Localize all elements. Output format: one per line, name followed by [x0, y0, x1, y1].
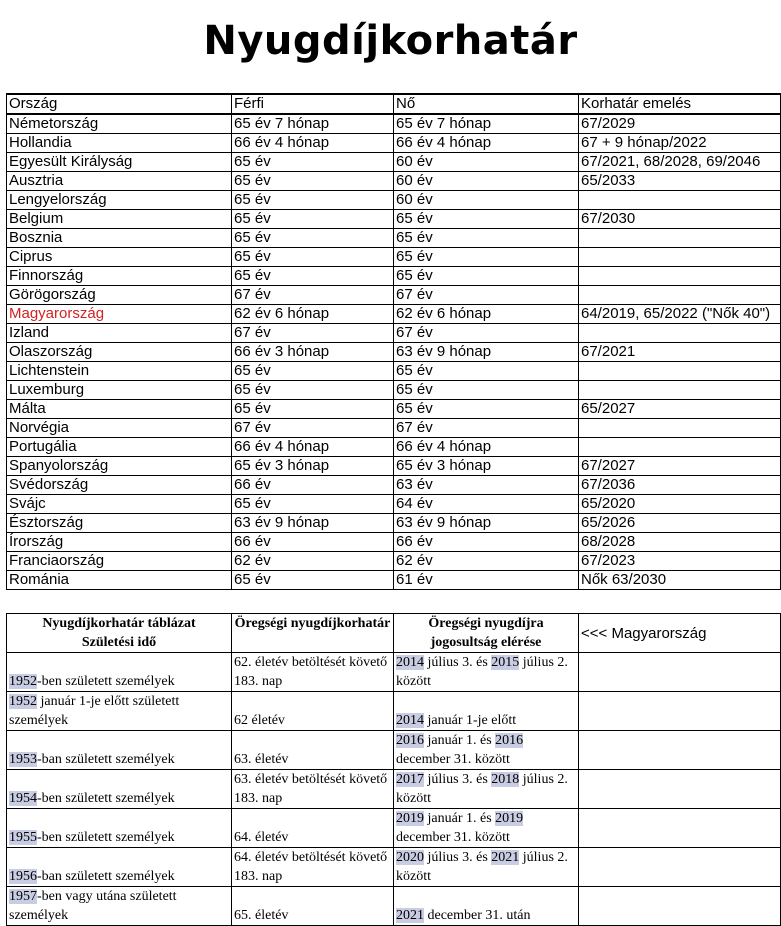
female-age-cell: 63 év 9 hónap [394, 514, 579, 533]
eligibility-text: július 3. és [424, 850, 492, 865]
male-age-cell: 65 év [232, 571, 394, 590]
female-age-cell: 65 év [394, 210, 579, 229]
country-cell: Svájc [7, 495, 232, 514]
table-row [7, 267, 781, 286]
table-row [7, 552, 781, 571]
female-age-cell: 65 év [394, 267, 579, 286]
pension-age-cell: 64. életév [232, 809, 394, 848]
age-raise-cell [579, 324, 781, 343]
country-cell: Luxemburg [7, 381, 232, 400]
table-row [7, 362, 781, 381]
empty-cell [579, 770, 781, 809]
country-cell: Görögország [7, 286, 232, 305]
age-raise-cell: 67/2021, 68/2028, 69/2046 [579, 153, 781, 172]
eligibility-text-end: július 2. között [396, 655, 568, 689]
eligibility-cell [394, 653, 579, 692]
male-age-cell: 66 év 3 hónap [232, 343, 394, 362]
eligibility-text: január 1. és [424, 811, 496, 826]
table-row [7, 381, 781, 400]
country-cell: Ausztria [7, 172, 232, 191]
country-cell: Románia [7, 571, 232, 590]
eligibility-text: július 3. és [424, 655, 492, 670]
country-cell: Norvégia [7, 419, 232, 438]
country-cell: Lengyelország [7, 191, 232, 210]
pension-age-cell: 63. életév [232, 731, 394, 770]
female-age-cell: 60 év [394, 172, 579, 191]
table-row [7, 533, 781, 552]
hungary-table [6, 613, 781, 926]
birth-text: -ben vagy utána született személyek [9, 889, 177, 923]
birth-year: 1952 [9, 694, 37, 709]
column-header: Korhatár emelés [579, 94, 781, 114]
column-header: Férfi [232, 94, 394, 114]
table-row [7, 419, 781, 438]
eligibility-cell [394, 809, 579, 848]
eligibility-year-start: 2020 [396, 850, 424, 865]
male-age-cell: 67 év [232, 419, 394, 438]
table-row [7, 248, 781, 267]
age-raise-cell: 65/2020 [579, 495, 781, 514]
male-age-cell: 66 év [232, 476, 394, 495]
pension-age-cell: 65. életév [232, 887, 394, 926]
country-cell: Bosznia [7, 229, 232, 248]
table-row [7, 438, 781, 457]
table-row [7, 191, 781, 210]
table-row [7, 172, 781, 191]
table-row [7, 210, 781, 229]
country-cell: Málta [7, 400, 232, 419]
table-row [7, 229, 781, 248]
age-raise-cell: 65/2026 [579, 514, 781, 533]
eligibility-year-start: 2014 [396, 713, 424, 728]
countries-table [6, 93, 781, 590]
table-row [7, 514, 781, 533]
female-age-cell: 65 év 3 hónap [394, 457, 579, 476]
age-raise-cell: 67/2021 [579, 343, 781, 362]
male-age-cell: 63 év 9 hónap [232, 514, 394, 533]
male-age-cell: 65 év [232, 495, 394, 514]
male-age-cell: 65 év 7 hónap [232, 114, 394, 134]
table-row [7, 770, 781, 809]
male-age-cell: 65 év [232, 191, 394, 210]
eligibility-year-end: 2015 [491, 655, 520, 670]
female-age-cell: 66 év 4 hónap [394, 438, 579, 457]
country-cell: Izland [7, 324, 232, 343]
country-cell: Lichtenstein [7, 362, 232, 381]
eligibility-text: július 3. és [424, 772, 492, 787]
table-row [7, 495, 781, 514]
country-cell: Magyarország [7, 305, 232, 324]
country-cell: Észtország [7, 514, 232, 533]
eligibility-text: december 31. után [424, 908, 531, 923]
age-raise-cell: 65/2033 [579, 172, 781, 191]
header-hungary-note: <<< Magyarország [579, 614, 781, 653]
birth-cell [7, 770, 232, 809]
country-cell: Németország [7, 114, 232, 134]
birth-year: 1955 [9, 830, 37, 845]
female-age-cell: 61 év [394, 571, 579, 590]
table-row [7, 731, 781, 770]
male-age-cell: 62 év 6 hónap [232, 305, 394, 324]
table-row [7, 809, 781, 848]
eligibility-year-end: 2019 [495, 811, 524, 826]
table-row [7, 476, 781, 495]
eligibility-year-end: 2018 [491, 772, 520, 787]
eligibility-text-end: december 31. között [396, 830, 510, 845]
table-row [7, 114, 781, 134]
female-age-cell: 64 év [394, 495, 579, 514]
eligibility-year-end: 2021 [491, 850, 520, 865]
age-raise-cell [579, 267, 781, 286]
birth-cell [7, 848, 232, 887]
age-raise-cell: 67/2023 [579, 552, 781, 571]
country-cell: Portugália [7, 438, 232, 457]
male-age-cell: 65 év [232, 400, 394, 419]
birth-cell [7, 692, 232, 731]
table-row [7, 571, 781, 590]
birth-cell [7, 809, 232, 848]
eligibility-year-end: 2016 [495, 733, 524, 748]
female-age-cell: 66 év [394, 533, 579, 552]
age-raise-cell [579, 419, 781, 438]
eligibility-text-end: július 2. között [396, 850, 568, 884]
birth-cell [7, 653, 232, 692]
male-age-cell: 65 év [232, 210, 394, 229]
birth-cell [7, 731, 232, 770]
age-raise-cell [579, 286, 781, 305]
eligibility-cell [394, 731, 579, 770]
birth-text: -ban született személyek [37, 752, 175, 767]
male-age-cell: 65 év [232, 229, 394, 248]
age-raise-cell [579, 438, 781, 457]
header-birth [7, 614, 232, 653]
female-age-cell: 65 év [394, 248, 579, 267]
table-row [7, 153, 781, 172]
age-raise-cell: 68/2028 [579, 533, 781, 552]
female-age-cell: 63 év [394, 476, 579, 495]
male-age-cell: 65 év [232, 153, 394, 172]
birth-year: 1957 [9, 889, 37, 904]
table-row [7, 134, 781, 153]
pension-age-cell: 62 életév [232, 692, 394, 731]
header-age: Öregségi nyugdíjkorhatár [232, 614, 394, 653]
male-age-cell: 65 év [232, 267, 394, 286]
country-cell: Ciprus [7, 248, 232, 267]
country-cell: Svédország [7, 476, 232, 495]
female-age-cell: 65 év [394, 400, 579, 419]
table-row [7, 653, 781, 692]
eligibility-year-start: 2016 [396, 733, 424, 748]
age-raise-cell: 65/2027 [579, 400, 781, 419]
eligibility-cell [394, 770, 579, 809]
empty-cell [579, 731, 781, 770]
male-age-cell: 67 év [232, 286, 394, 305]
age-raise-cell [579, 248, 781, 267]
pension-age-cell: 63. életév betöltését követő 183. nap [232, 770, 394, 809]
male-age-cell: 66 év 4 hónap [232, 438, 394, 457]
column-header: Nő [394, 94, 579, 114]
pension-age-cell: 62. életév betöltését követő 183. nap [232, 653, 394, 692]
male-age-cell: 66 év [232, 533, 394, 552]
country-cell: Írország [7, 533, 232, 552]
eligibility-text-end: december 31. között [396, 752, 510, 767]
eligibility-year-start: 2019 [396, 811, 424, 826]
country-cell: Hollandia [7, 134, 232, 153]
age-raise-cell: 67/2036 [579, 476, 781, 495]
birth-year: 1953 [9, 752, 37, 767]
birth-text: -ben született személyek [37, 674, 175, 689]
country-cell: Spanyolország [7, 457, 232, 476]
female-age-cell: 65 év [394, 229, 579, 248]
country-cell: Olaszország [7, 343, 232, 362]
eligibility-cell [394, 692, 579, 731]
country-cell: Finnország [7, 267, 232, 286]
eligibility-text: január 1-je előtt [424, 713, 517, 728]
countries-table-header [7, 94, 781, 114]
age-raise-cell: 67 + 9 hónap/2022 [579, 134, 781, 153]
table-row [7, 692, 781, 731]
age-raise-cell [579, 381, 781, 400]
age-raise-cell: 67/2029 [579, 114, 781, 134]
hungary-table-header [7, 614, 781, 653]
male-age-cell: 65 év [232, 362, 394, 381]
female-age-cell: 67 év [394, 324, 579, 343]
table-row [7, 848, 781, 887]
eligibility-year-start: 2021 [396, 908, 424, 923]
country-cell: Egyesült Királyság [7, 153, 232, 172]
female-age-cell: 60 év [394, 153, 579, 172]
eligibility-year-start: 2014 [396, 655, 424, 670]
table-row [7, 286, 781, 305]
header-eligibility: Öregségi nyugdíjra jogosultság elérése [394, 614, 579, 653]
age-raise-cell: Nők 63/2030 [579, 571, 781, 590]
male-age-cell: 67 év [232, 324, 394, 343]
female-age-cell: 67 év [394, 286, 579, 305]
age-raise-cell [579, 362, 781, 381]
pension-age-cell: 64. életév betöltését követő 183. nap [232, 848, 394, 887]
male-age-cell: 65 év [232, 248, 394, 267]
empty-cell [579, 692, 781, 731]
country-cell: Belgium [7, 210, 232, 229]
table-row [7, 343, 781, 362]
female-age-cell: 67 év [394, 419, 579, 438]
header-birth-line1: Nyugdíjkorhatár táblázat [42, 616, 196, 631]
male-age-cell: 65 év [232, 381, 394, 400]
eligibility-text-end: július 2. között [396, 772, 568, 806]
column-header: Ország [7, 94, 232, 114]
female-age-cell: 60 év [394, 191, 579, 210]
page-title: Nyugdíjkorhatár [203, 18, 578, 64]
birth-year: 1954 [9, 791, 37, 806]
male-age-cell: 65 év 3 hónap [232, 457, 394, 476]
table-row [7, 400, 781, 419]
female-age-cell: 66 év 4 hónap [394, 134, 579, 153]
eligibility-year-start: 2017 [396, 772, 424, 787]
female-age-cell: 62 év [394, 552, 579, 571]
birth-text: -ben született személyek [37, 830, 175, 845]
eligibility-text: január 1. és [424, 733, 496, 748]
header-birth-line2: Születési idő [81, 635, 157, 650]
table-row [7, 324, 781, 343]
female-age-cell: 65 év 7 hónap [394, 114, 579, 134]
birth-year: 1956 [9, 869, 37, 884]
birth-year: 1952 [9, 674, 37, 689]
male-age-cell: 62 év [232, 552, 394, 571]
age-raise-cell: 67/2027 [579, 457, 781, 476]
age-raise-cell [579, 229, 781, 248]
table-row [7, 457, 781, 476]
empty-cell [579, 653, 781, 692]
country-cell: Franciaország [7, 552, 232, 571]
birth-text: -ban született személyek [37, 869, 175, 884]
female-age-cell: 62 év 6 hónap [394, 305, 579, 324]
male-age-cell: 65 év [232, 172, 394, 191]
female-age-cell: 63 év 9 hónap [394, 343, 579, 362]
table-row [7, 305, 781, 324]
empty-cell [579, 848, 781, 887]
female-age-cell: 65 év [394, 381, 579, 400]
age-raise-cell [579, 191, 781, 210]
female-age-cell: 65 év [394, 362, 579, 381]
age-raise-cell: 67/2030 [579, 210, 781, 229]
age-raise-cell: 64/2019, 65/2022 ("Nők 40") [579, 305, 781, 324]
eligibility-cell [394, 848, 579, 887]
birth-text: január 1-je előtt született személyek [9, 694, 180, 728]
empty-cell [579, 809, 781, 848]
male-age-cell: 66 év 4 hónap [232, 134, 394, 153]
birth-text: -ben született személyek [37, 791, 175, 806]
